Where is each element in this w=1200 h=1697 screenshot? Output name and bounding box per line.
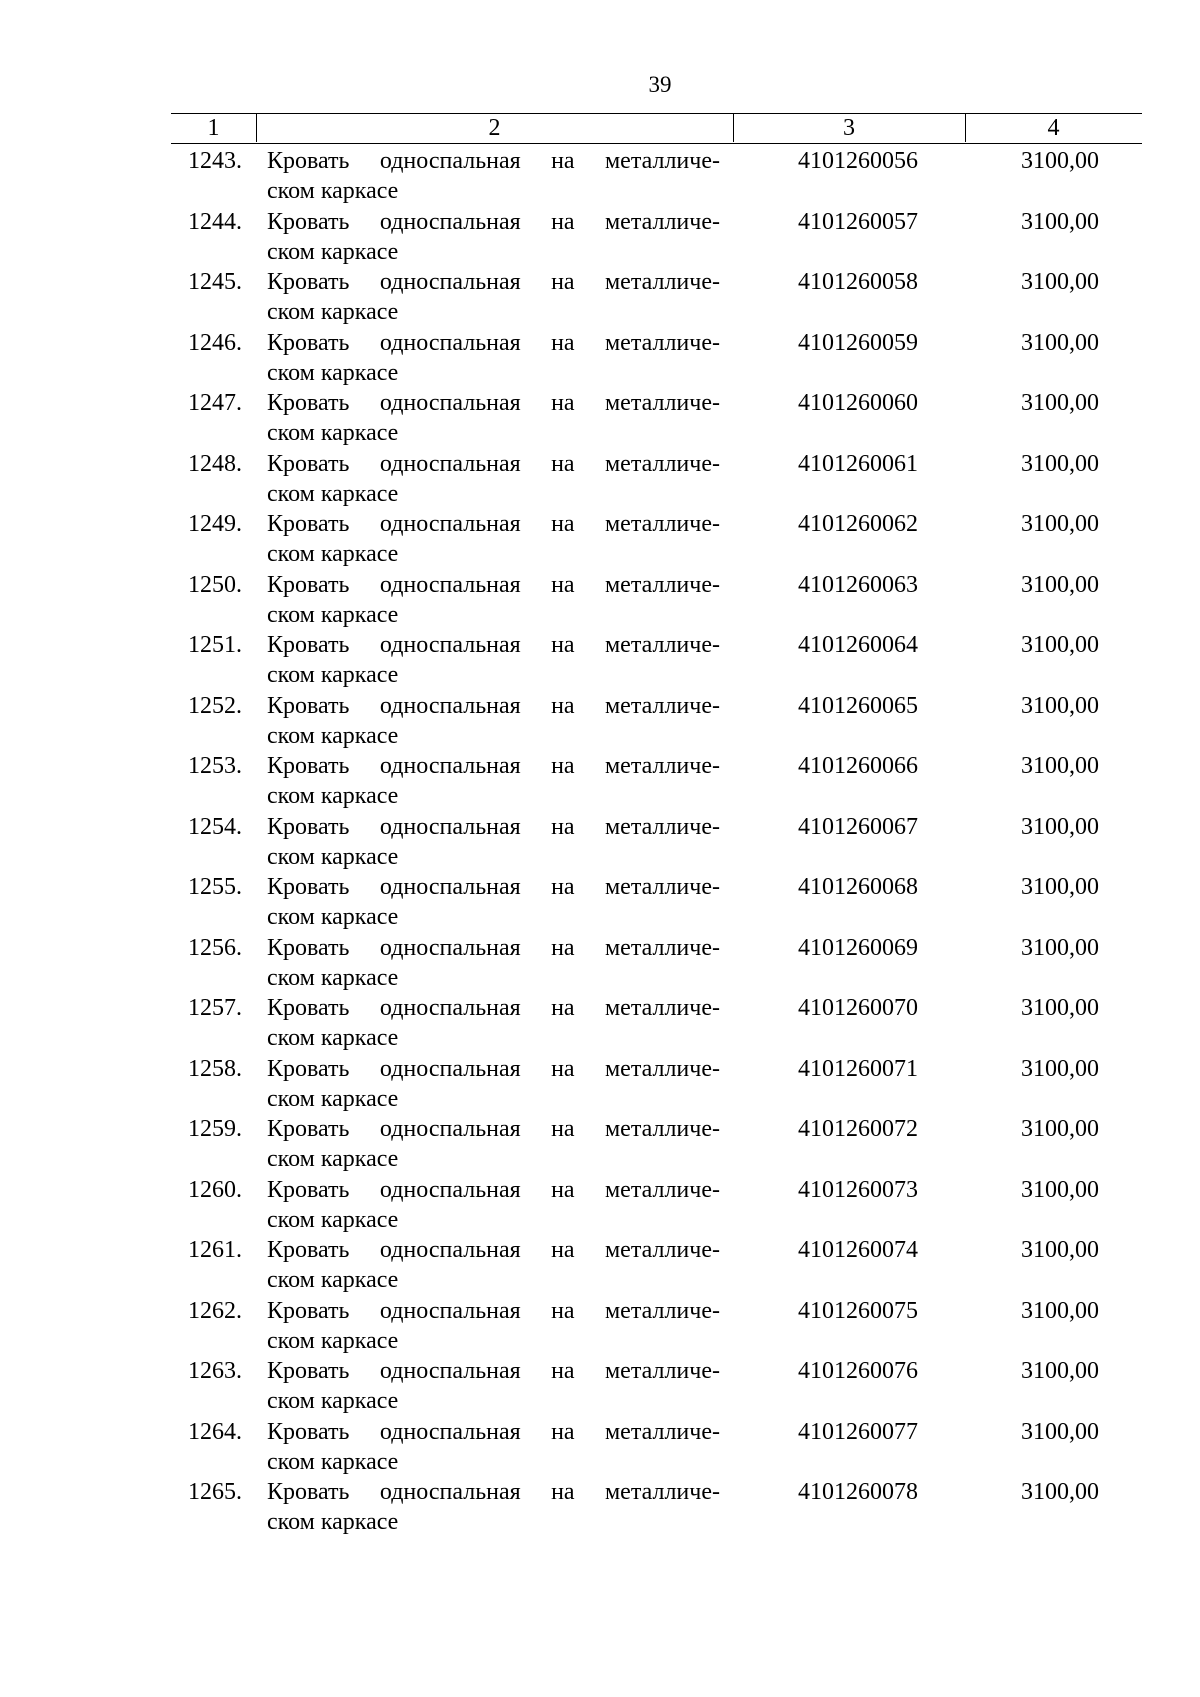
row-code: 4101260064 — [798, 632, 918, 658]
row-name-line-1: Кровать односпальная на металличе- — [267, 753, 720, 779]
row-name-line-2: ском каркасе — [267, 601, 399, 628]
row-name-line-1: Кровать односпальная на металличе- — [267, 329, 720, 356]
row-name-line-2: ском каркасе — [267, 480, 399, 507]
row-number: 1257. — [188, 995, 242, 1021]
row-name-line-2: ском каркасе — [267, 964, 399, 991]
row-code: 4101260057 — [798, 208, 918, 235]
row-number: 1260. — [188, 1176, 242, 1203]
row-name — [267, 267, 720, 327]
row-code: 4101260063 — [798, 571, 918, 598]
row-price: 3100,00 — [1021, 390, 1099, 416]
row-code: 4101260077 — [798, 1418, 918, 1445]
header-col-1: 1 — [207, 115, 220, 141]
row-name-line-1: Кровать односпальная на металличе- — [267, 1055, 720, 1082]
row-price: 3100,00 — [1021, 269, 1099, 295]
table-row — [0, 1477, 1200, 1538]
row-name-line-1: Кровать односпальная на металличе- — [267, 1176, 720, 1203]
row-price: 3100,00 — [1021, 934, 1099, 961]
row-name — [267, 872, 720, 932]
row-price: 3100,00 — [1021, 1297, 1099, 1324]
row-name-line-2: ском каркасе — [267, 722, 399, 749]
row-name-line-2: ском каркасе — [267, 843, 399, 870]
row-name — [267, 146, 720, 206]
row-name — [267, 1235, 720, 1295]
table-row — [0, 1054, 1200, 1115]
row-code: 4101260058 — [798, 269, 918, 295]
row-price: 3100,00 — [1021, 1479, 1099, 1505]
row-number: 1261. — [188, 1237, 242, 1263]
row-code: 4101260061 — [798, 450, 918, 477]
row-name-line-1: Кровать односпальная на металличе- — [267, 995, 720, 1021]
row-price: 3100,00 — [1021, 1358, 1099, 1384]
row-price: 3100,00 — [1021, 148, 1099, 174]
row-name-line-1: Кровать односпальная на металличе- — [267, 1358, 720, 1384]
row-price: 3100,00 — [1021, 995, 1099, 1021]
row-number: 1252. — [188, 692, 242, 719]
row-number: 1263. — [188, 1358, 242, 1384]
table-row — [0, 751, 1200, 812]
row-name-line-2: ском каркасе — [267, 1509, 399, 1535]
row-name-line-1: Кровать односпальная на металличе- — [267, 450, 720, 477]
row-name — [267, 328, 720, 388]
table-row — [0, 1296, 1200, 1357]
table-row — [0, 388, 1200, 449]
row-name — [267, 1175, 720, 1235]
row-name — [267, 751, 720, 811]
row-price: 3100,00 — [1021, 813, 1099, 840]
row-price: 3100,00 — [1021, 632, 1099, 658]
table-row — [0, 812, 1200, 873]
row-code: 4101260073 — [798, 1176, 918, 1203]
row-price: 3100,00 — [1021, 571, 1099, 598]
table-row — [0, 1114, 1200, 1175]
row-name-line-1: Кровать односпальная на металличе- — [267, 1418, 720, 1445]
row-number: 1253. — [188, 753, 242, 779]
row-code: 4101260068 — [798, 874, 918, 900]
table-row — [0, 1356, 1200, 1417]
row-code: 4101260074 — [798, 1237, 918, 1263]
row-name-line-1: Кровать односпальная на металличе- — [267, 148, 720, 174]
row-name-line-1: Кровать односпальная на металличе- — [267, 632, 720, 658]
row-price: 3100,00 — [1021, 1116, 1099, 1142]
row-name-line-1: Кровать односпальная на металличе- — [267, 1237, 720, 1263]
row-number: 1265. — [188, 1479, 242, 1505]
row-number: 1255. — [188, 874, 242, 900]
table-row — [0, 933, 1200, 994]
row-name-line-1: Кровать односпальная на металличе- — [267, 269, 720, 295]
row-name-line-1: Кровать односпальная на металличе- — [267, 390, 720, 416]
row-code: 4101260059 — [798, 329, 918, 356]
row-name-line-1: Кровать односпальная на металличе- — [267, 813, 720, 840]
table-row — [0, 146, 1200, 207]
row-code: 4101260071 — [798, 1055, 918, 1082]
row-number: 1262. — [188, 1297, 242, 1324]
row-name — [267, 933, 720, 993]
table-row — [0, 509, 1200, 570]
row-price: 3100,00 — [1021, 1418, 1099, 1445]
row-code: 4101260056 — [798, 148, 918, 174]
row-name-line-2: ском каркасе — [267, 1025, 399, 1051]
row-name-line-1: Кровать односпальная на металличе- — [267, 692, 720, 719]
row-name-line-2: ском каркасе — [267, 1146, 399, 1172]
row-number: 1256. — [188, 934, 242, 961]
row-name-line-2: ском каркасе — [267, 178, 399, 204]
row-code: 4101260075 — [798, 1297, 918, 1324]
row-name-line-2: ском каркасе — [267, 238, 399, 265]
row-number: 1264. — [188, 1418, 242, 1445]
row-code: 4101260060 — [798, 390, 918, 416]
row-code: 4101260078 — [798, 1479, 918, 1505]
row-name-line-2: ском каркасе — [267, 1206, 399, 1233]
row-name — [267, 1356, 720, 1416]
row-number: 1247. — [188, 390, 242, 416]
row-name — [267, 1417, 720, 1477]
row-price: 3100,00 — [1021, 450, 1099, 477]
row-name — [267, 1114, 720, 1174]
row-name-line-1: Кровать односпальная на металличе- — [267, 208, 720, 235]
row-number: 1258. — [188, 1055, 242, 1082]
row-price: 3100,00 — [1021, 874, 1099, 900]
table-row — [0, 328, 1200, 389]
row-name-line-1: Кровать односпальная на металличе- — [267, 934, 720, 961]
row-name-line-2: ском каркасе — [267, 299, 399, 325]
row-number: 1246. — [188, 329, 242, 356]
row-name-line-1: Кровать односпальная на металличе- — [267, 1116, 720, 1142]
row-code: 4101260072 — [798, 1116, 918, 1142]
row-name-line-2: ском каркасе — [267, 359, 399, 386]
row-name-line-2: ском каркасе — [267, 662, 399, 688]
row-name — [267, 207, 720, 267]
row-code: 4101260069 — [798, 934, 918, 961]
page-number: 39 — [648, 72, 672, 97]
header-col-4: 4 — [1047, 115, 1060, 141]
row-name-line-2: ском каркасе — [267, 1267, 399, 1293]
row-name — [267, 1054, 720, 1114]
row-name-line-2: ском каркасе — [267, 541, 399, 567]
row-name-line-1: Кровать односпальная на металличе- — [267, 1297, 720, 1324]
row-name-line-2: ском каркасе — [267, 1085, 399, 1112]
row-price: 3100,00 — [1021, 1055, 1099, 1082]
header-col-3: 3 — [843, 115, 855, 141]
row-number: 1249. — [188, 511, 242, 537]
row-code: 4101260065 — [798, 692, 918, 719]
table-row — [0, 1235, 1200, 1296]
row-number: 1259. — [188, 1116, 242, 1142]
table-row — [0, 993, 1200, 1054]
row-number: 1251. — [188, 632, 242, 658]
row-price: 3100,00 — [1021, 753, 1099, 779]
table-header — [171, 113, 1142, 144]
row-price: 3100,00 — [1021, 1176, 1099, 1203]
row-name — [267, 630, 720, 690]
row-name-line-1: Кровать односпальная на металличе- — [267, 1479, 720, 1505]
row-code: 4101260070 — [798, 995, 918, 1021]
row-number: 1250. — [188, 571, 242, 598]
row-name-line-2: ском каркасе — [267, 783, 399, 809]
table-row — [0, 1175, 1200, 1236]
row-price: 3100,00 — [1021, 511, 1099, 537]
row-name — [267, 993, 720, 1053]
table-row — [0, 1417, 1200, 1478]
row-name-line-2: ском каркасе — [267, 1388, 399, 1414]
row-name — [267, 449, 720, 509]
row-code: 4101260062 — [798, 511, 918, 537]
table-row — [0, 449, 1200, 510]
row-name — [267, 1477, 720, 1537]
row-name-line-1: Кровать односпальная на металличе- — [267, 874, 720, 900]
row-price: 3100,00 — [1021, 329, 1099, 356]
row-code: 4101260066 — [798, 753, 918, 779]
row-name-line-2: ском каркасе — [267, 1448, 399, 1475]
table-row — [0, 207, 1200, 268]
row-price: 3100,00 — [1021, 1237, 1099, 1263]
row-name — [267, 509, 720, 569]
row-name-line-1: Кровать односпальная на металличе- — [267, 511, 720, 537]
row-name — [267, 812, 720, 872]
row-number: 1243. — [188, 148, 242, 174]
row-name-line-2: ском каркасе — [267, 1327, 399, 1354]
table-row — [0, 267, 1200, 328]
table-body — [0, 146, 1200, 1538]
row-name-line-1: Кровать односпальная на металличе- — [267, 571, 720, 598]
row-name — [267, 388, 720, 448]
header-col-2: 2 — [488, 115, 501, 141]
row-price: 3100,00 — [1021, 692, 1099, 719]
row-code: 4101260067 — [798, 813, 918, 840]
row-number: 1248. — [188, 450, 242, 477]
row-name-line-2: ском каркасе — [267, 420, 399, 446]
row-name — [267, 1296, 720, 1356]
row-price: 3100,00 — [1021, 208, 1099, 235]
table-row — [0, 570, 1200, 631]
row-name-line-2: ском каркасе — [267, 904, 399, 930]
row-code: 4101260076 — [798, 1358, 918, 1384]
row-number: 1244. — [188, 208, 242, 235]
table-row — [0, 872, 1200, 933]
table-row — [0, 691, 1200, 752]
table-row — [0, 630, 1200, 691]
row-number: 1245. — [188, 269, 242, 295]
row-name — [267, 570, 720, 630]
row-number: 1254. — [188, 813, 242, 840]
row-name — [267, 691, 720, 751]
